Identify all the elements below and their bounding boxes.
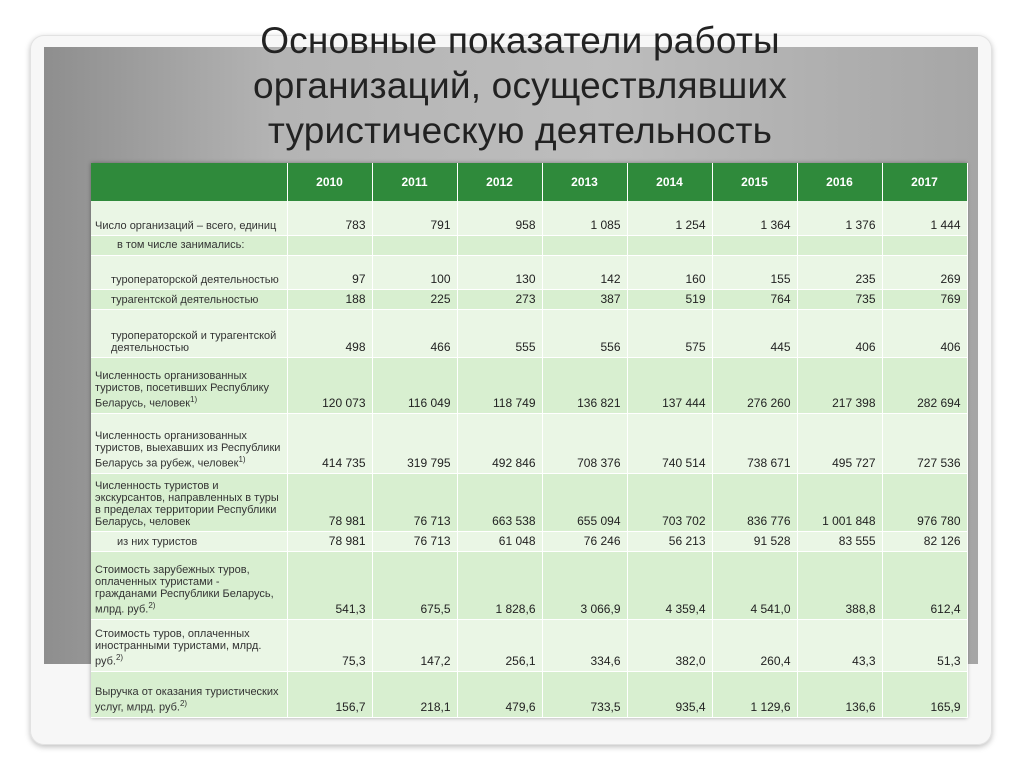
row-label xyxy=(91,289,287,309)
table-row xyxy=(91,619,967,671)
table-cell-value: 1 001 848 xyxy=(797,473,882,531)
table-cell-value: 82 126 xyxy=(882,531,967,551)
table-cell-value: 56 213 xyxy=(627,531,712,551)
table-cell-value: 91 528 xyxy=(712,531,797,551)
table-cell-value xyxy=(542,235,627,255)
header-label-cell xyxy=(91,163,287,201)
table-row xyxy=(91,201,967,235)
table-cell-value: 4 541,0 xyxy=(712,551,797,619)
title-line-2: организаций, осуществлявших xyxy=(252,65,788,106)
footnote-marker: 2) xyxy=(148,600,156,610)
table-row xyxy=(91,473,967,531)
table-cell-value xyxy=(372,235,457,255)
table-cell-value: 97 xyxy=(287,255,372,289)
table-cell-value: 733,5 xyxy=(542,671,627,717)
table-cell-value: 382,0 xyxy=(627,619,712,671)
table-cell-value: 735 xyxy=(797,289,882,309)
table-cell-value xyxy=(627,235,712,255)
row-label-text: турагентской деятельностью xyxy=(111,293,259,306)
table-cell-value: 445 xyxy=(712,309,797,357)
table-cell-value: 492 846 xyxy=(457,413,542,473)
row-label xyxy=(91,357,287,413)
table-row xyxy=(91,255,967,289)
table-cell-value: 406 xyxy=(882,309,967,357)
table-cell-value: 764 xyxy=(712,289,797,309)
table-cell-value: 100 xyxy=(372,255,457,289)
title-line-3: туристическую деятельность xyxy=(267,110,773,151)
table-cell-value: 116 049 xyxy=(372,357,457,413)
table-row xyxy=(91,357,967,413)
row-label-text: туроператорской и турагентской деятельностью xyxy=(111,329,277,354)
table-cell-value: 76 713 xyxy=(372,473,457,531)
table-cell-value: 282 694 xyxy=(882,357,967,413)
row-label xyxy=(91,551,287,619)
table-cell-value: 836 776 xyxy=(712,473,797,531)
row-label xyxy=(91,201,287,235)
table-cell-value xyxy=(797,235,882,255)
table-cell-value: 142 xyxy=(542,255,627,289)
row-label xyxy=(91,309,287,357)
table-cell-value: 269 xyxy=(882,255,967,289)
table-cell-value: 1 254 xyxy=(627,201,712,235)
table-cell-value: 155 xyxy=(712,255,797,289)
table-cell-value: 83 555 xyxy=(797,531,882,551)
row-label-text: Число организаций – всего, единиц xyxy=(95,219,277,232)
table-cell-value: 256,1 xyxy=(457,619,542,671)
header-year: 2017 xyxy=(882,163,967,201)
header-year: 2012 xyxy=(457,163,542,201)
row-label xyxy=(91,473,287,531)
table-cell-value: 165,9 xyxy=(882,671,967,717)
table-cell-value: 136 821 xyxy=(542,357,627,413)
table-cell-value: 498 xyxy=(287,309,372,357)
table-cell-value: 675,5 xyxy=(372,551,457,619)
table-cell-value: 791 xyxy=(372,201,457,235)
table-cell-value: 414 735 xyxy=(287,413,372,473)
table-cell-value: 727 536 xyxy=(882,413,967,473)
table-cell-value xyxy=(712,235,797,255)
footnote-marker: 2) xyxy=(115,652,124,662)
table-cell-value: 1 364 xyxy=(712,201,797,235)
table-cell-value: 160 xyxy=(627,255,712,289)
header-year: 2011 xyxy=(372,163,457,201)
table-cell-value: 783 xyxy=(287,201,372,235)
table-cell-value: 1 828,6 xyxy=(457,551,542,619)
table-cell-value: 137 444 xyxy=(627,357,712,413)
row-label xyxy=(91,531,287,551)
table-cell-value: 406 xyxy=(797,309,882,357)
table-cell-value: 130 xyxy=(457,255,542,289)
table-cell-value: 3 066,9 xyxy=(542,551,627,619)
row-label xyxy=(91,671,287,717)
table-cell-value: 61 048 xyxy=(457,531,542,551)
table-cell-value: 1 376 xyxy=(797,201,882,235)
statistics-table-container xyxy=(91,163,967,718)
table-cell-value: 1 444 xyxy=(882,201,967,235)
table-cell-value: 663 538 xyxy=(457,473,542,531)
table-cell-value: 1 129,6 xyxy=(712,671,797,717)
table-cell-value: 575 xyxy=(627,309,712,357)
table-cell-value: 495 727 xyxy=(797,413,882,473)
title-line-1: Основные показатели работы xyxy=(260,20,780,61)
table-cell-value: 51,3 xyxy=(882,619,967,671)
table-cell-value: 708 376 xyxy=(542,413,627,473)
table-cell-value: 4 359,4 xyxy=(627,551,712,619)
table-cell-value: 78 981 xyxy=(287,531,372,551)
table-cell-value: 935,4 xyxy=(627,671,712,717)
table-cell-value: 519 xyxy=(627,289,712,309)
row-label-text: Стоимость туров, оплаченных иностранными туристами, млрд. руб. xyxy=(95,627,262,668)
table-cell-value: 276 260 xyxy=(712,357,797,413)
header-year: 2010 xyxy=(287,163,372,201)
table-cell-value: 740 514 xyxy=(627,413,712,473)
table-cell-value: 188 xyxy=(287,289,372,309)
row-label-text: Численность туристов и экскурсантов, направленных в туры в пределах территории Республики Беларусь, человек xyxy=(95,479,279,528)
table-cell-value: 147,2 xyxy=(372,619,457,671)
table-cell-value: 43,3 xyxy=(797,619,882,671)
table-cell-value: 769 xyxy=(882,289,967,309)
table-cell-value: 235 xyxy=(797,255,882,289)
row-label-text: туроператорской деятельностью xyxy=(111,273,279,286)
table-cell-value: 738 671 xyxy=(712,413,797,473)
table-cell-value: 120 073 xyxy=(287,357,372,413)
footnote-marker: 1) xyxy=(190,394,198,404)
row-label xyxy=(91,413,287,473)
row-label-text: из них туристов xyxy=(117,535,198,548)
table-row xyxy=(91,551,967,619)
table-cell-value: 76 246 xyxy=(542,531,627,551)
table-cell-value xyxy=(287,235,372,255)
table-row xyxy=(91,235,967,255)
row-label-text: Стоимость зарубежных туров, оплаченных туристами - гражданами Республики Беларусь, млрд. руб. xyxy=(95,563,274,616)
table-cell-value: 225 xyxy=(372,289,457,309)
table-cell-value: 78 981 xyxy=(287,473,372,531)
table-cell-value: 555 xyxy=(457,309,542,357)
table-cell-value xyxy=(457,235,542,255)
table-cell-value: 1 085 xyxy=(542,201,627,235)
table-cell-value: 156,7 xyxy=(287,671,372,717)
table-cell-value: 136,6 xyxy=(797,671,882,717)
table-cell-value: 388,8 xyxy=(797,551,882,619)
table-cell-value: 334,6 xyxy=(542,619,627,671)
table-header-row xyxy=(91,163,967,201)
row-label xyxy=(91,255,287,289)
footnote-marker: 2) xyxy=(179,698,188,708)
table-cell-value: 218,1 xyxy=(372,671,457,717)
table-cell-value xyxy=(882,235,967,255)
statistics-table xyxy=(91,163,968,718)
table-cell-value: 976 780 xyxy=(882,473,967,531)
table-cell-value: 260,4 xyxy=(712,619,797,671)
table-row xyxy=(91,531,967,551)
table-row xyxy=(91,289,967,309)
slide-title xyxy=(160,18,880,153)
table-cell-value: 387 xyxy=(542,289,627,309)
table-cell-value: 118 749 xyxy=(457,357,542,413)
header-year: 2016 xyxy=(797,163,882,201)
table-body xyxy=(91,201,967,717)
row-label-text: в том числе занимались: xyxy=(117,238,245,251)
table-cell-value: 76 713 xyxy=(372,531,457,551)
row-label xyxy=(91,235,287,255)
row-label xyxy=(91,619,287,671)
row-label-text: Численность организованных туристов, посетивших Республику Беларусь, человек xyxy=(95,369,270,410)
table-cell-value: 541,3 xyxy=(287,551,372,619)
table-cell-value: 217 398 xyxy=(797,357,882,413)
table-row xyxy=(91,309,967,357)
table-row xyxy=(91,413,967,473)
table-cell-value: 466 xyxy=(372,309,457,357)
table-cell-value: 703 702 xyxy=(627,473,712,531)
header-year: 2013 xyxy=(542,163,627,201)
table-cell-value: 319 795 xyxy=(372,413,457,473)
table-cell-value: 479,6 xyxy=(457,671,542,717)
row-label-text: Выручка от оказания туристических услуг, млрд. руб. xyxy=(95,685,279,714)
table-row xyxy=(91,671,967,717)
table-cell-value: 75,3 xyxy=(287,619,372,671)
header-year: 2014 xyxy=(627,163,712,201)
table-cell-value: 958 xyxy=(457,201,542,235)
table-cell-value: 655 094 xyxy=(542,473,627,531)
header-year: 2015 xyxy=(712,163,797,201)
table-cell-value: 612,4 xyxy=(882,551,967,619)
row-label-text: Численность организованных туристов, выехавших из Республики Беларусь за рубеж, человек xyxy=(95,429,281,470)
table-cell-value: 273 xyxy=(457,289,542,309)
footnote-marker: 1) xyxy=(238,454,246,464)
table-cell-value: 556 xyxy=(542,309,627,357)
